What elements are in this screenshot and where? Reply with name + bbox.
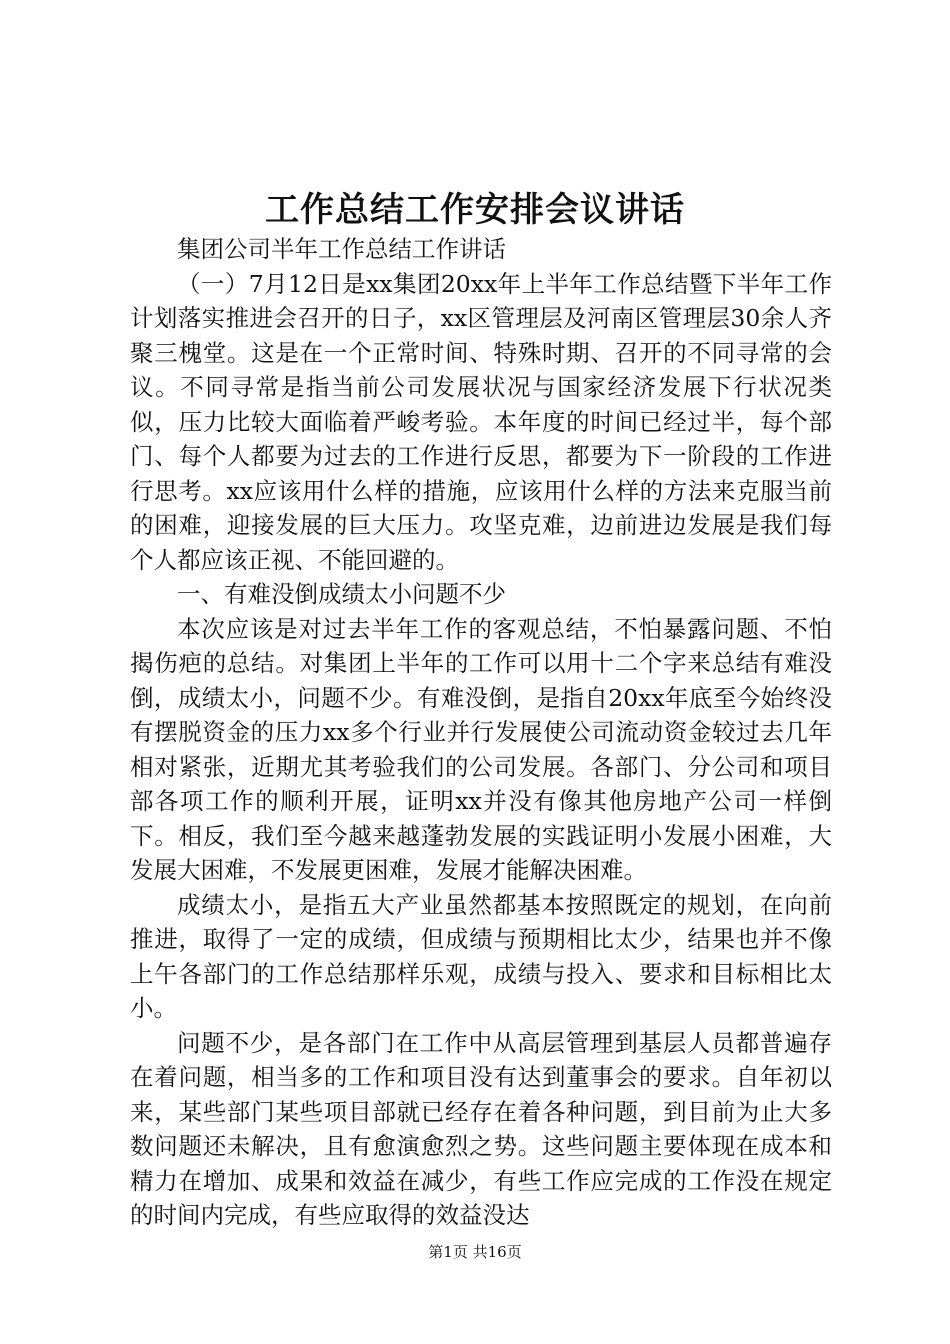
page-number-footer: 第1页 共16页 (428, 1243, 522, 1261)
body-paragraph: 问题不少，是各部门在工作中从高层管理到基层人员都普遍存在着问题，相当多的工作和项目没有达到董事会的要求。自年初以来，某些部门某些项目部就已经存在着各种问题，到目前为止大多数问题还未解决，且有愈演愈烈之势。这些问题主要体现在成本和精力在增加、成果和效益在减少，有些工作应完成的工作没在规定的时间内完成，有些应取得的效益没达 (130, 1028, 832, 1229)
body-paragraph: 成绩太小，是指五大产业虽然都基本按照既定的规划，在向前推进，取得了一定的成绩，但成绩与预期相比太少，结果也并不像上午各部门的工作总结那样乐观，成绩与投入、要求和目标相比太小。 (130, 890, 832, 1022)
subtitle-paragraph: 集团公司半年工作总结工作讲话 (177, 235, 506, 263)
section-heading: 一、有难没倒成绩太小问题不少 (177, 580, 506, 608)
document-body (130, 232, 832, 1233)
body-paragraph: （一）7月12日是xx集团20xx年上半年工作总结暨下半年工作计划落实推进会召开的日子，xx区管理层及河南区管理层30余人齐聚三槐堂。这是在一个正常时间、特殊时期、召开的不同寻常的会议。不同寻常是指当前公司发展状况与国家经济发展下行状况类似，压力比较大面临着严峻考验。本年度的时间已经过半，每个部门、每个人都要为过去的工作进行反思，都要为下一阶段的工作进行思考。xx应该用什么样的措施，应该用什么样的方法来克服当前的困难，迎接发展的巨大压力。攻坚克难，边前进边发展是我们每个人都应该正视、不能回避的。 (130, 269, 832, 574)
body-paragraph: 本次应该是对过去半年工作的客观总结，不怕暴露问题、不怕揭伤疤的总结。对集团上半年的工作可以用十二个字来总结有难没倒，成绩太小，问题不少。有难没倒，是指自20xx年底至今始终没有摆脱资金的压力xx多个行业并行发展使公司流动资金较过去几年相对紧张，近期尤其考验我们的公司发展。各部门、分公司和项目部各项工作的顺利开展，证明xx并没有像其他房地产公司一样倒下。相反，我们至今越来越蓬勃发展的实践证明小发展小困难，大发展大困难，不发展更困难，发展才能解决困难。 (130, 614, 832, 884)
document-title: 工作总结工作安排会议讲话 (265, 190, 685, 230)
